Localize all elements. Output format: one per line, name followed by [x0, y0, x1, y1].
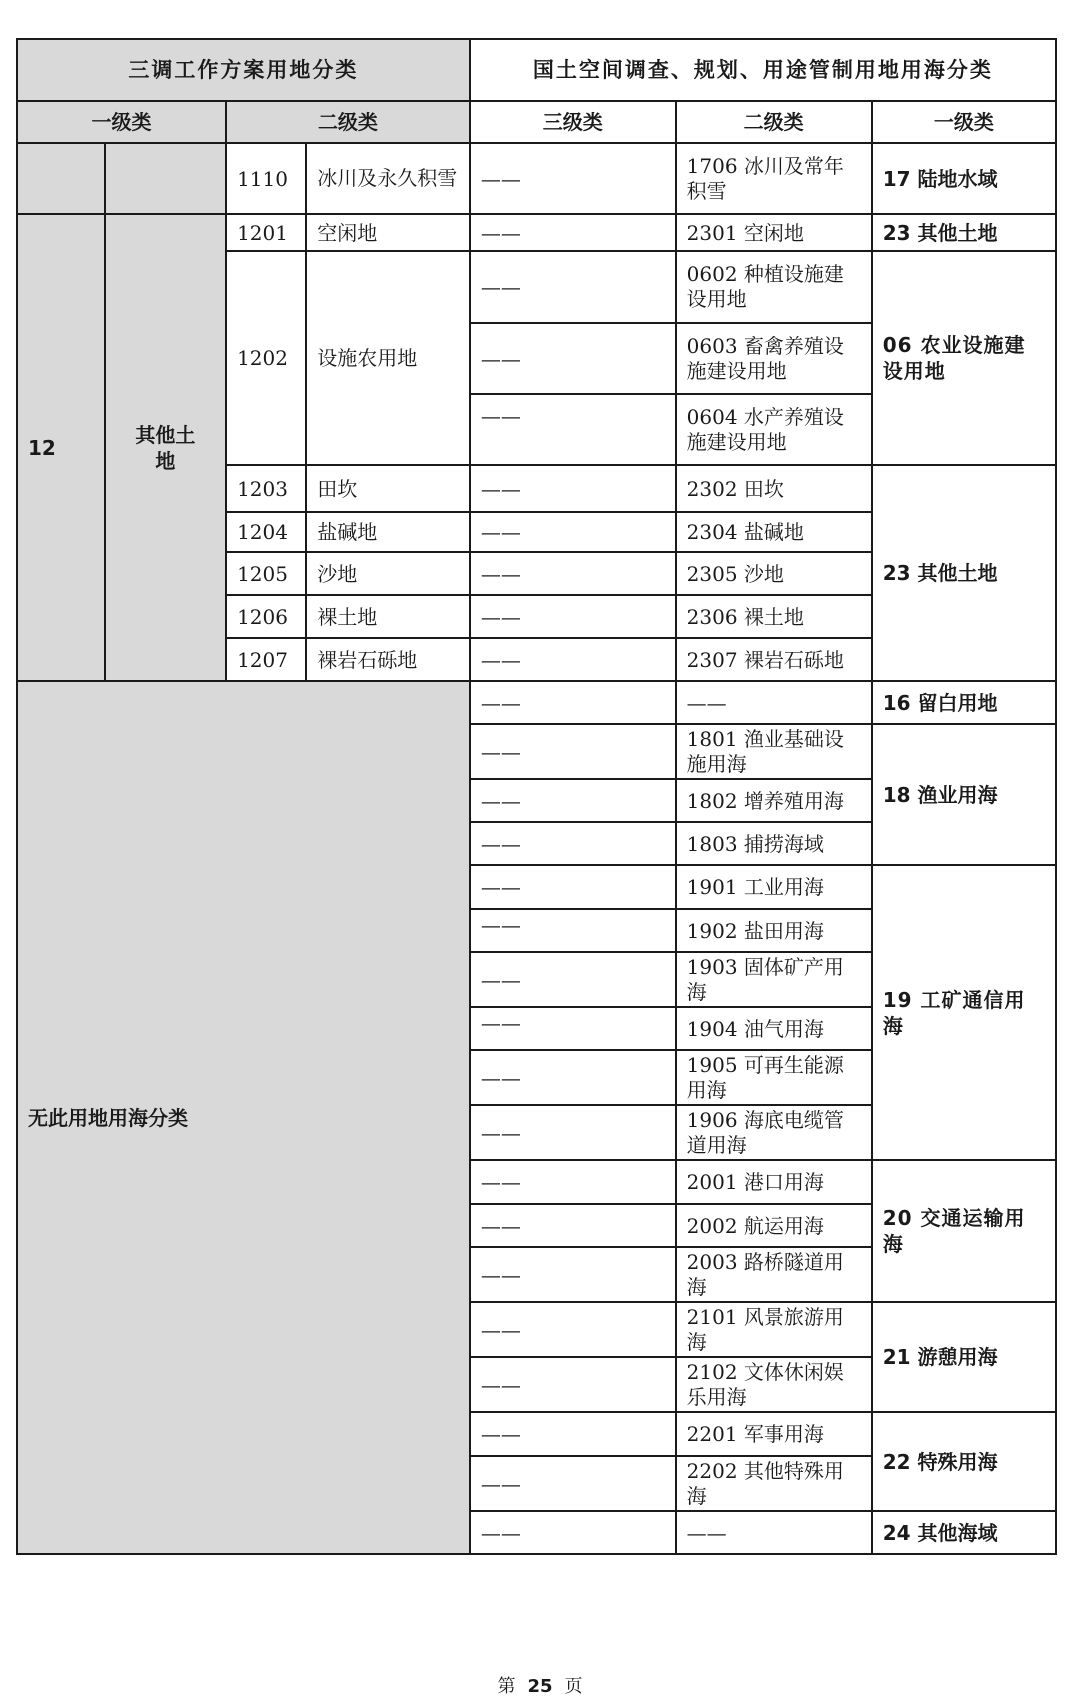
level2-cell: 2102 文体休闲娱乐用海 — [676, 1357, 872, 1412]
dash-cell: —— — [470, 638, 676, 681]
dash-cell: —— — [470, 512, 676, 552]
level2-cell: 2302 田坎 — [676, 465, 872, 512]
level1-cell: 24 其他海域 — [872, 1511, 1056, 1554]
dash-cell: —— — [470, 779, 676, 822]
level1-cell: 20 交通运输用海 — [872, 1160, 1056, 1302]
level2-cell: 2304 盐碱地 — [676, 512, 872, 552]
dash-cell: —— — [470, 595, 676, 638]
level1-cell: 21 游憩用海 — [872, 1302, 1056, 1412]
dash-cell: —— — [470, 143, 676, 214]
level2-cell: 2201 军事用海 — [676, 1412, 872, 1456]
code-cell: 1206 — [226, 595, 306, 638]
level2-cell: 2307 裸岩石砾地 — [676, 638, 872, 681]
dash-cell: —— — [470, 909, 676, 952]
level1-cell: 06 农业设施建设用地 — [872, 251, 1056, 465]
level2-cell: 2003 路桥隧道用海 — [676, 1247, 872, 1302]
dash-cell: —— — [470, 1050, 676, 1105]
level2-cell: 1905 可再生能源用海 — [676, 1050, 872, 1105]
level2-cell: 0603 畜禽养殖设施建设用地 — [676, 323, 872, 394]
level1-cell: 18 渔业用海 — [872, 724, 1056, 865]
code-cell: 1207 — [226, 638, 306, 681]
left-section-title: 三调工作方案用地分类 — [17, 39, 470, 101]
dash-cell: —— — [470, 952, 676, 1007]
level2-cell: 1801 渔业基础设施用海 — [676, 724, 872, 779]
group-name-cell: 其他土地 — [105, 214, 226, 681]
level2-cell: 1803 捕捞海域 — [676, 822, 872, 865]
level2-cell: 0602 种植设施建设用地 — [676, 251, 872, 323]
name-cell: 沙地 — [306, 552, 470, 595]
dash-cell: —— — [470, 865, 676, 909]
classification-table — [16, 38, 1057, 1555]
code-cell: 1201 — [226, 214, 306, 251]
level2-cell: 2202 其他特殊用海 — [676, 1456, 872, 1511]
code-cell: 1205 — [226, 552, 306, 595]
level2-cell: 1904 油气用海 — [676, 1007, 872, 1050]
name-cell: 裸岩石砾地 — [306, 638, 470, 681]
dash-cell: —— — [470, 1247, 676, 1302]
level2-cell: 1802 增养殖用海 — [676, 779, 872, 822]
dash-cell: —— — [470, 1204, 676, 1247]
dash-cell: —— — [470, 822, 676, 865]
left-level1-header: 一级类 — [17, 101, 226, 143]
right-level3-header: 三级类 — [470, 101, 676, 143]
code-cell: 1202 — [226, 251, 306, 465]
dash-cell: —— — [676, 1511, 872, 1554]
right-level1-header: 一级类 — [872, 101, 1056, 143]
table-row — [17, 143, 1056, 214]
level1-cell: 16 留白用地 — [872, 681, 1056, 724]
level1-cell: 23 其他土地 — [872, 214, 1056, 251]
dash-cell: —— — [470, 724, 676, 779]
empty-cell — [105, 143, 226, 214]
dash-cell: —— — [470, 1511, 676, 1554]
dash-cell: —— — [470, 1302, 676, 1357]
name-cell: 设施农用地 — [306, 251, 470, 465]
level2-cell: 2001 港口用海 — [676, 1160, 872, 1204]
level2-cell: 2306 裸土地 — [676, 595, 872, 638]
level2-cell: 2305 沙地 — [676, 552, 872, 595]
dash-cell: —— — [470, 1160, 676, 1204]
code-cell: 1204 — [226, 512, 306, 552]
dash-cell: —— — [676, 681, 872, 724]
level2-cell: 2101 风景旅游用海 — [676, 1302, 872, 1357]
level2-cell: 2002 航运用海 — [676, 1204, 872, 1247]
dash-cell: —— — [470, 1357, 676, 1412]
level2-cell: 0604 水产养殖设施建设用地 — [676, 394, 872, 465]
table-row — [17, 214, 1056, 251]
level1-cell: 17 陆地水域 — [872, 143, 1056, 214]
level2-cell: 1706 冰川及常年积雪 — [676, 143, 872, 214]
dash-cell: —— — [470, 323, 676, 394]
dash-cell: —— — [470, 251, 676, 323]
code-cell: 1203 — [226, 465, 306, 512]
page-prefix: 第 — [497, 1676, 516, 1697]
dash-cell: —— — [470, 1105, 676, 1160]
level2-cell: 1906 海底电缆管道用海 — [676, 1105, 872, 1160]
dash-cell: —— — [470, 214, 676, 251]
dash-cell: —— — [470, 1456, 676, 1511]
level2-cell: 1901 工业用海 — [676, 865, 872, 909]
right-section-title: 国土空间调查、规划、用途管制用地用海分类 — [470, 39, 1056, 101]
dash-cell: —— — [470, 681, 676, 724]
level1-cell: 23 其他土地 — [872, 465, 1056, 681]
level1-cell: 22 特殊用海 — [872, 1412, 1056, 1511]
no-category-cell: 无此用地用海分类 — [17, 681, 470, 1554]
page-footer — [0, 1672, 1080, 1698]
name-cell: 盐碱地 — [306, 512, 470, 552]
table-row — [17, 681, 1056, 724]
dash-cell: —— — [470, 552, 676, 595]
dash-cell: —— — [470, 1007, 676, 1050]
level1-cell: 19 工矿通信用海 — [872, 865, 1056, 1160]
page-number: 25 — [527, 1676, 553, 1697]
level2-cell: 1902 盐田用海 — [676, 909, 872, 952]
empty-cell — [17, 143, 105, 214]
code-cell: 1110 — [226, 143, 306, 214]
name-cell: 冰川及永久积雪 — [306, 143, 470, 214]
page-suffix: 页 — [564, 1676, 583, 1697]
dash-cell: —— — [470, 394, 676, 465]
name-cell: 空闲地 — [306, 214, 470, 251]
right-level2-header: 二级类 — [676, 101, 872, 143]
level2-cell: 1903 固体矿产用海 — [676, 952, 872, 1007]
name-cell: 田坎 — [306, 465, 470, 512]
name-cell: 裸土地 — [306, 595, 470, 638]
group-code-cell: 12 — [17, 214, 105, 681]
dash-cell: —— — [470, 465, 676, 512]
level2-cell: 2301 空闲地 — [676, 214, 872, 251]
left-level2-header: 二级类 — [226, 101, 470, 143]
dash-cell: —— — [470, 1412, 676, 1456]
